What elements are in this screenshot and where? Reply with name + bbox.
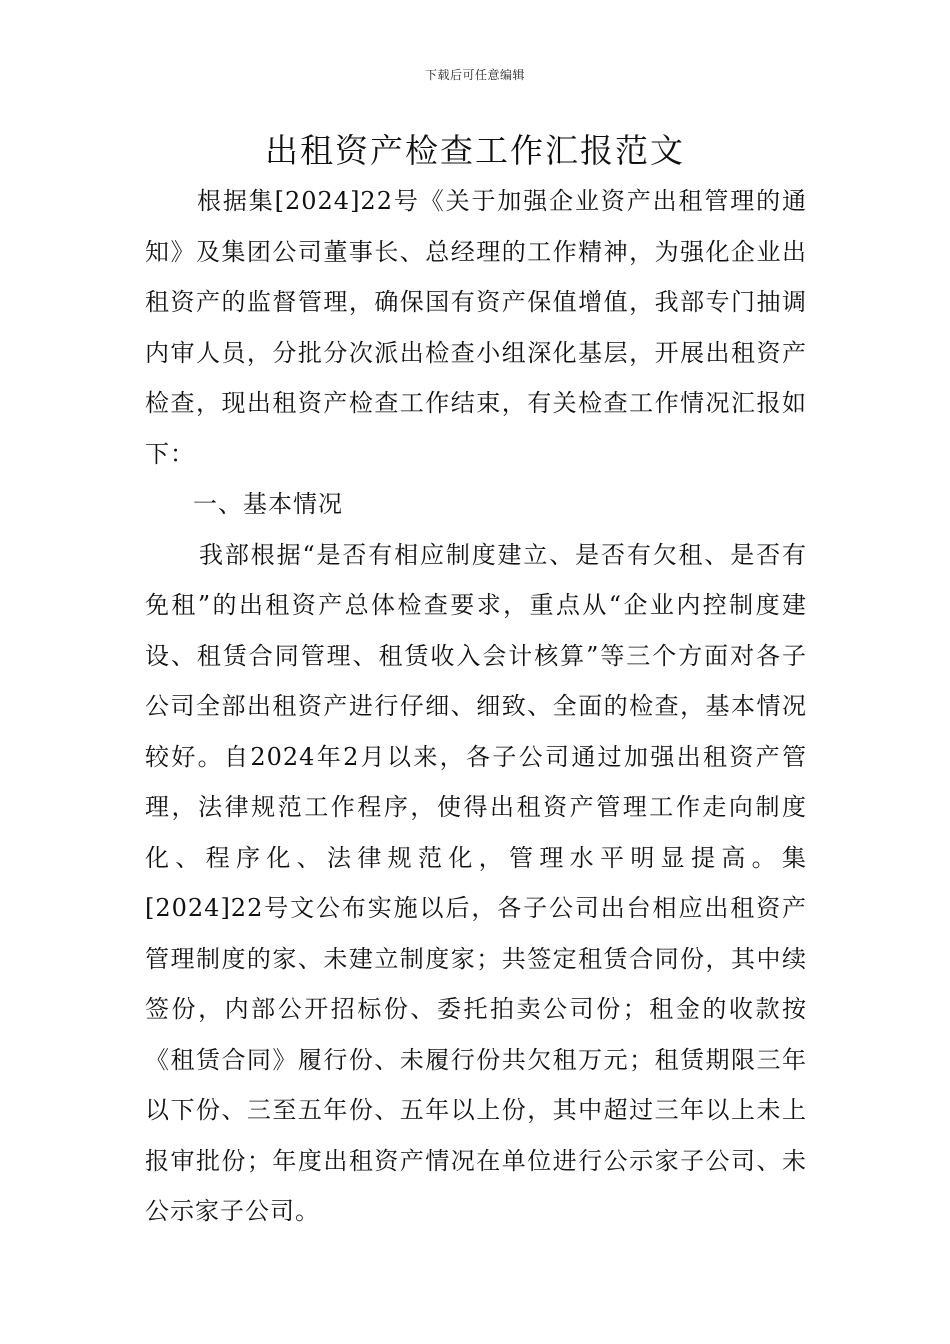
document-body xyxy=(145,176,807,1237)
section-heading-basic: 一、基本情况 xyxy=(193,490,343,518)
page-title: 出租资产检查工作汇报范文 xyxy=(265,131,685,170)
paragraph-intro: 根据集[2024]22号《关于加强企业资产出租管理的通知》及集团公司董事长、总经理的工作精神，为强化企业出租资产的监督管理，确保国有资产保值增值，我部专门抽调内审人员，分批分次派出检查小组深化基层，开展出租资产检查，现出租资产检查工作结束，有关检查工作情况汇报如下： xyxy=(145,187,807,468)
header-note: 下载后可任意编辑 xyxy=(424,68,525,82)
paragraph-basic-situation: 我部根据“是否有相应制度建立、是否有欠租、是否有免租”的出租资产总体检查要求，重点从“企业内控制度建设、租赁合同管理、租赁收入会计核算”等三个方面对各子公司全部出租资产进行仔细、细致、全面的检查，基本情况较好。自2024年2月以来，各子公司通过加强出租资产管理，法律规范工作程序，使得出租资产管理工作走向制度化、程序化、法律规范化，管理水平明显提高。集[2024]22号文公布实施以后，各子公司出台相应出租资产管理制度的家、未建立制度家；共签定租赁合同份，其中续签份，内部公开招标份、委托拍卖公司份；租金的收款按《租赁合同》履行份、未履行份共欠租万元；租赁期限三年以下份、三至五年份、五年以上份，其中超过三年以上未上报审批份；年度出租资产情况在单位进行公示家子公司、未公示家子公司。 xyxy=(145,540,807,1225)
